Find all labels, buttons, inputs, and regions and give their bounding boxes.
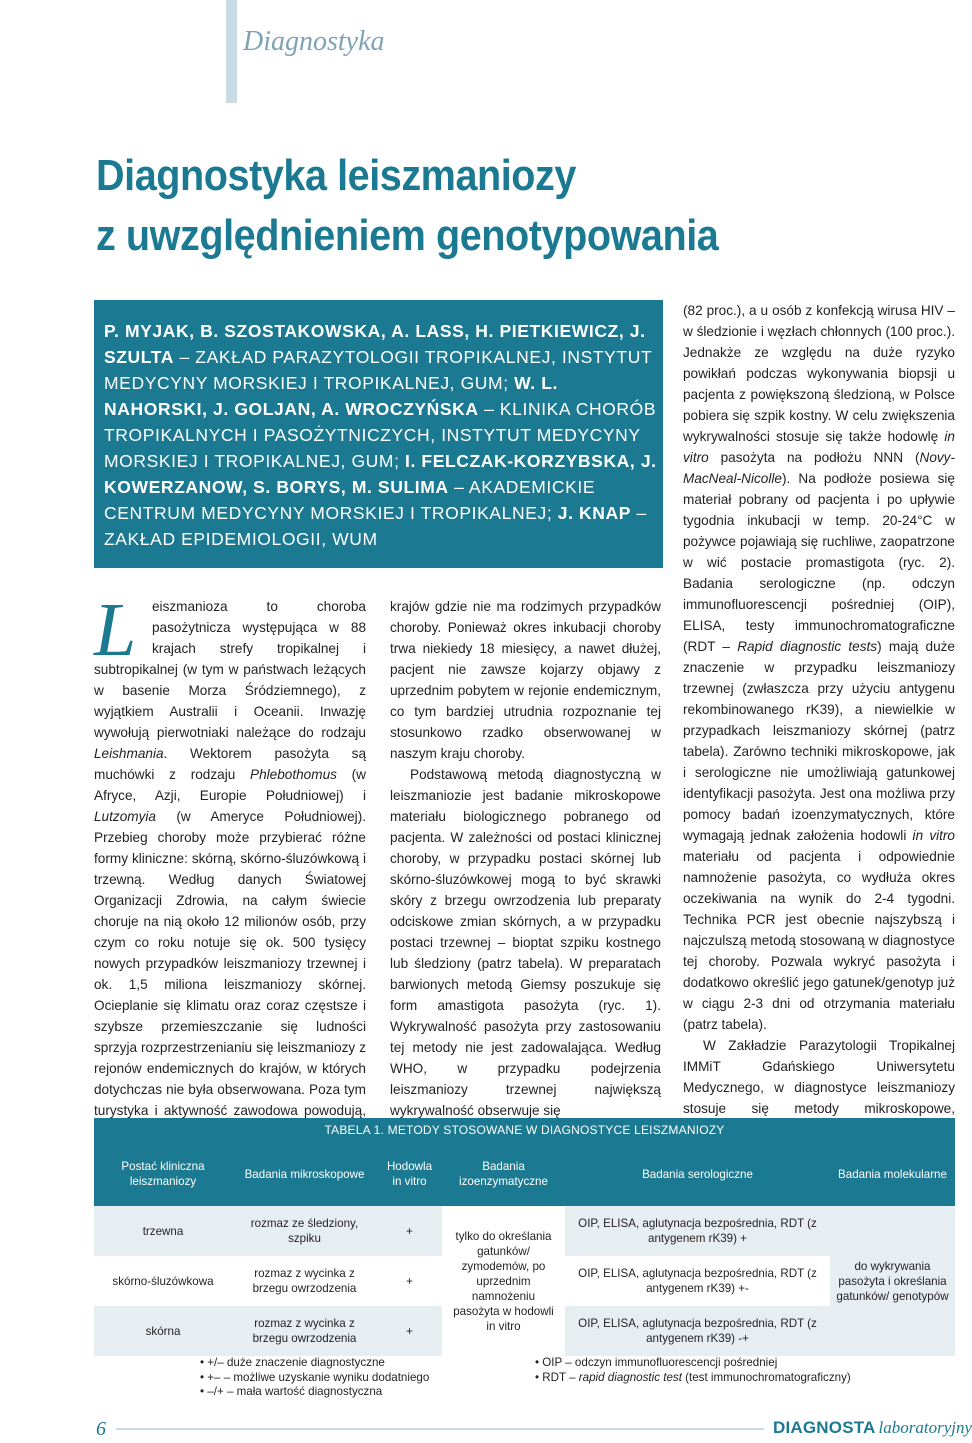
author-names: P. MYJAK, B. SZOSTAKOWSKA, A. LASS, H. PIETKIEWICZ, J. SZULTA (104, 321, 646, 367)
header-hodowla: Hodowla in vitro (377, 1142, 442, 1206)
legend-item: • +– – możliwe uzyskanie wyniku dodatniego (200, 1370, 430, 1384)
header-sero: Badania serologiczne (565, 1142, 830, 1206)
table-caption: TABELA 1. METODY STOSOWANE W DIAGNOSTYCE LEISZMANIOZY (94, 1118, 955, 1142)
cell-sero: OIP, ELISA, aglutynacja bezpośrednia, RDT (z antygenem rK39) -+ (565, 1306, 830, 1356)
header-postac: Postać kliniczna leiszmaniozy (94, 1142, 232, 1206)
logo-bold: DIAGNOSTA (773, 1418, 876, 1437)
author-affiliation: – ZAKŁAD PARAZYTOLOGII TROPIKALNEJ, INSTYTUT MEDYCYNY MORSKIEJ I TROPIKALNEJ, GUM; (104, 347, 652, 393)
legend-item: • OIP – odczyn immunofluorescencji pośredniej (535, 1356, 778, 1369)
author-names: J. KNAP (557, 503, 631, 523)
cell-postac: skórna (94, 1306, 232, 1356)
paragraph: L eiszmanioza to choroba pasożytnicza występująca w 88 krajach strefy tropikalnej i subtropikalnej (w tym w państwach leżących w basenie Morza Śródziemnego), z wyjątkiem Australii i Oceanii. Inwazję wywołują pierwotniaki należące do rodzaju Leishmania. Wektorem pasożyta są muchówki z rodzaju Phlebothomus (w Afryce, Azji, Europie Południowej) i Lutzomyia (w Ameryce Południowej). Przebieg choroby może przybierać różne formy kliniczne: skórną, skórno-śluzówkową i trzewną. Według danych Światowej Organizacji Zdrowia, na całym świecie choruje na nią około 12 milionów osób, przy czym co roku notuje się ok. 500 tysięcy nowych przypadków leiszmaniozy trzewnej i ok. 1,5 miliona leiszmaniozy skórnej. Ocieplanie się klimatu oraz coraz częstsze i szybsze przemieszczanie się ludności sprzyja rozprzestrzenianiu się leiszmaniozy z rejonów endemicznych do krajów, w których dotychczas nie była obserwowana. Poza tym turystyka i aktywność zawodowa powodują, (94, 588, 366, 1118)
footer-rule (116, 1428, 764, 1430)
text-column-3 (683, 300, 955, 1161)
author-names: W. L. NAHORSKI, J. GOLJAN, A. WROCZYŃSKA (104, 373, 558, 419)
cell-mikro: rozmaz z wycinka z brzegu owrzodzenia (232, 1306, 377, 1356)
cell-molek: do wykrywania pasożyta i określania gatunków/ genotypów (830, 1206, 955, 1356)
paragraph: (82 proc.), a u osób z konfekcją wirusa HIV – w śledzionie i węzłach chłonnych (100 proc.). Jednakże ze względu na duże ryzyko powikłań podczas wykonywania biopsji u pacjenta z powiększoną śledzioną, w Polsce pobiera się szpik kostny. W celu zwiększenia wykrywalności stosuje się także hodowlę in vitro pasożyta na podłożu NNN (Novy-MacNeal-Nicolle). Na podłoże posiewa się materiał pobrany od pacjenta i po upływie tygodnia inkubacji w temp. 20-24°C w pożywce pojawiają się ruchliwe, zaopatrzone w wić postacie promastigota (ryc. 2). Badania serologiczne (np. odczyn immunofluorescencji pośredniej (OIP), ELISA, testy immunochromatograficzne (RDT – Rapid diagnostic tests) mają duże znaczenie w przypadku leiszmaniozy trzewnej (zwłaszcza przy użyciu antygenu rekombinowanego rK39), a niewielkie w przypadkach leiszmaniozy skórnej (patrz tabela). Zarówno techniki mikroskopowe, jak i serologiczne nie umożliwiają gatunkowej identyfikacji pasożyta. Jest ona możliwa przy pomocy badań izoenzymatycznych, które wymagają jednak założenia hodowli in vitro materiału od pacjenta i odpowiednie namnożenie pasożyta, co wydłuża okres oczekiwania na wynik do 2-4 tygodni. Technika PCR jest obecnie najszybszą i najczulszą metodą stosowaną w diagnostyce tej choroby. Pozwala wykryć pasożyta i dodatkowo określić jego gatunek/genotyp już w ciągu 2-3 dni od otrzymania materiału (patrz tabela). (683, 303, 956, 1032)
magazine-logo (773, 1418, 972, 1438)
cell-hodowla: + (377, 1256, 442, 1306)
text-column-1 (94, 588, 366, 1142)
cell-postac: trzewna (94, 1206, 232, 1256)
authors (104, 318, 660, 552)
cell-izoenzym: tylko do określania gatunków/ zymodemów, po uprzednim namnożeniu pasożyta w hodowli in vitro (442, 1206, 565, 1356)
legend-right (535, 1356, 851, 1385)
text-column-2 (390, 596, 661, 1121)
page-number: 6 (96, 1418, 106, 1440)
cell-hodowla: + (377, 1306, 442, 1356)
legend-item: • +/– duże znaczenie diagnostyczne (200, 1356, 385, 1369)
header-mikro: Badania mikroskopowe (232, 1142, 377, 1206)
cell-postac: skórno-śluzówkowa (94, 1256, 232, 1306)
cell-sero: OIP, ELISA, aglutynacja bezpośrednia, RDT (z antygenem rK39) +- (565, 1256, 830, 1306)
header-izoenzym: Badania izoenzymatyczne (442, 1142, 565, 1206)
cell-sero: OIP, ELISA, aglutynacja bezpośrednia, RDT (z antygenem rK39) + (565, 1206, 830, 1256)
legend-item: • RDT – rapid diagnostic test (test immunochromatograficzny) (535, 1370, 851, 1384)
header-molek: Badania molekularne (830, 1142, 955, 1206)
legend-item: • –/+ – mała wartość diagnostyczna (200, 1385, 383, 1398)
cell-mikro: rozmaz ze śledziony, szpiku (232, 1206, 377, 1256)
logo-italic: laboratoryjny (878, 1418, 972, 1437)
cell-hodowla: + (377, 1206, 442, 1256)
paragraph: krajów gdzie nie ma rodzimych przypadków choroby. Ponieważ okres inkubacji choroby trwa niekiedy 18 miesięcy, a nawet dłużej, pacjent nie zawsze kojarzy objawy z uprzednim pobytem w rejonie endemicznym, co tym bardziej utrudnia rozpoznanie tej stosunkowo rzadko obserwowanej w naszym kraju choroby. (390, 599, 661, 761)
author-affiliation: – KLINIKA CHORÓB TROPIKALNYCH I PASOŻYTNICZYCH, INSTYTUT MEDYCYNY MORSKIEJ I TROPIKALNEJ, GUM; (104, 399, 657, 471)
section-label: Diagnostyka (243, 26, 385, 57)
author-affiliation: – AKADEMICKIE CENTRUM MEDYCYNY MORSKIEJ I TROPIKALNEJ; (104, 477, 596, 523)
legend-left (200, 1356, 429, 1400)
author-box (94, 300, 663, 568)
paragraph: Podstawową metodą diagnostyczną w leiszmaniozie jest badanie mikroskopowe materiału biologicznego pobranego od pacjenta. W zależności od postaci klinicznej choroby, w przypadku postaci skórnej lub skórno-śluzówkowej mogą to być skrawki skóry z brzegu owrzodzenia lub preparaty odciskowe zmian skórnych, a w przypadku postaci trzewnej – bioptat szpiku kostnego lub śledziony (patrz tabela). W preparatach barwionych metodą Giemsy poszukuje się form amastigota pasożyta (ryc. 1). Wykrywalność pasożyta przy zastosowaniu tej metody nie jest zadowalająca. Według WHO, w przypadku podejrzenia leiszmaniozy trzewnej największą wykrywalność obserwuje się (390, 767, 661, 1118)
methods-table (94, 1118, 955, 1356)
title-line-1: Diagnostyka leiszmaniozy (96, 151, 576, 200)
author-names: I. FELCZAK-KORZYBSKA, J. KOWERZANOW, S. BORYS, M. SULIMA (104, 451, 657, 497)
table-header-row (94, 1142, 955, 1206)
drop-cap: L (94, 588, 137, 672)
article-title (96, 146, 718, 266)
section-bar (226, 0, 237, 103)
author-affiliation: – ZAKŁAD EPIDEMIOLOGII, WUM (104, 503, 647, 549)
table-grid (94, 1142, 955, 1356)
paragraph: W Zakładzie Parazytologii Tropikalnej IMMiT Gdańskiego Uniwersytetu Medycznego, w diagnostyce leiszmaniozy stosuje się metody mikroskopowe, (683, 1038, 955, 1116)
table-row (94, 1206, 955, 1256)
title-line-2: z uwzględnieniem genotypowania (96, 211, 719, 260)
cell-mikro: rozmaz z wycinka z brzegu owrzodzenia (232, 1256, 377, 1306)
